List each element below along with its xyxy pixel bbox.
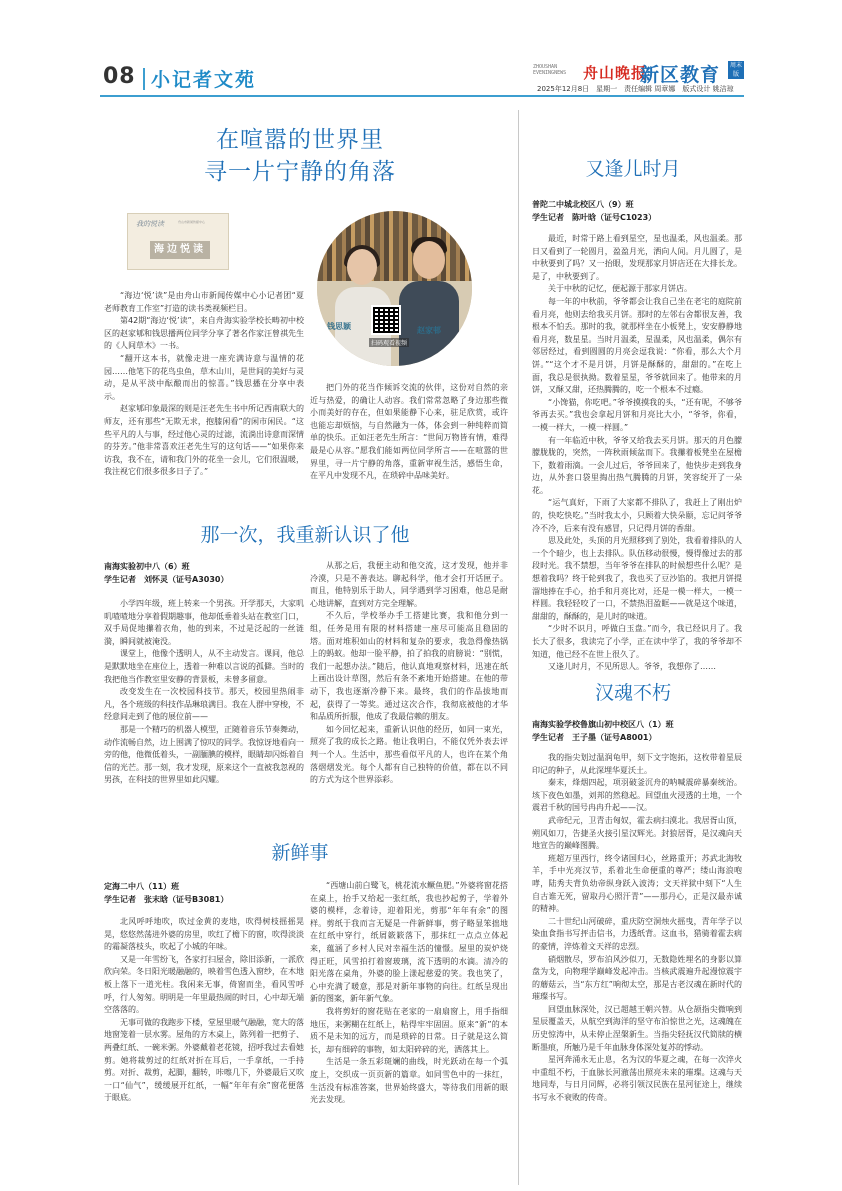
article-1-title xyxy=(100,124,500,188)
qr-caption: 扫码观看视频 xyxy=(371,340,408,347)
page-number: 08 xyxy=(103,64,136,89)
photo-name-right: 赵家邨 xyxy=(417,326,441,335)
paragraph: 课堂上，他像个透明人，从不主动发言。课间，他总是默默地坐在座位上，透着一种难以言说的孤僻。当时的我把他当作教室里安静的背景板，未曾多留意。 xyxy=(104,649,304,684)
paragraph: 那是一个精巧的机器人模型，正随着音乐节奏舞动，动作流畅自然，边上围满了惊叹的同学。我惊讶地看向一旁的他，他微低着头，一副腼腆的模样，眼睛却闪烁着自信的光芒。那一刻，我才发现，原来这个一直被我忽视的男孩，在科技的世界里如此闪耀。 xyxy=(104,724,304,785)
paragraph: 如今回忆起来，重新认识他的经历，如同一束光，照亮了我的成长之路。他让我明白，不能仅凭外表去评判一个人。生活中，那些看似平凡的人，也许在某个角落熠熠发光。每个人都有自己独特的价值，都在以不同的方式为这个世界添彩。 xyxy=(310,724,508,785)
paragraph: 硝烟散尽，罗布泊风沙似刀，无数隐姓埋名的身影以算盘为戈，向物理学巅峰发起冲击。当核武震遍升起漫惊震宇的蘑菇云，当“东方红”响彻太空，那是古老汉魂在新时代的璀璨书写。 xyxy=(532,954,742,1002)
article-3-column-2 xyxy=(310,880,508,1107)
paragraph: 最近，时常于路上看到星空，星也温柔，风也温柔。那日又看到了一轮圆月，盈盈月光，洒向人间。月儿圆了，是中秋要到了吗？又一抬眼，发现那家月饼店还在大排长龙。是了，中秋要到了。 xyxy=(532,234,742,281)
paper-name-en: ZHOUSHAN EVENINGNEWS xyxy=(533,64,567,76)
section-name: 小记者文苑 xyxy=(151,69,257,91)
article-4-reporter: 学生记者 陈叶晗（证号C1023） xyxy=(532,213,657,222)
paragraph: 秦末，烽烟四起，项羽破釜沉舟的呐喊震碎暴秦统治。垓下夜色如墨，刘邦的然稳起。回望血火浸透的土地，一个震君千秋的国号冉冉升起——汉。 xyxy=(532,778,742,813)
paragraph: 武帝纪元，卫青击匈奴，霍去病扫漠北。我居胥山顶，朔风如刀，告捷圣火接引星汉辉光。封狼居胥，是汉魂向天地宣告的巅峰图腾。 xyxy=(532,815,742,851)
paragraph: 我的指尖划过温润龟甲，刻下文字饱拓，这枚带着星辰印记的种子，从此深埋华夏沃土。 xyxy=(532,753,742,775)
article-2-title: 那一次，我重新认识了他 xyxy=(200,524,410,546)
paragraph: 又逢儿时月，不见所思人。爷爷，我想你了…… xyxy=(548,662,716,672)
banner-sub-text: 舟山市新闻传媒中心 xyxy=(178,220,206,224)
paragraph: 又是一年雪纷飞，各家打扫屋舍，除旧添新，一派欣欣向荣。冬日阳光暖融融的，映着雪色透入窗纱，在木地板上落下一道光柱。我闲来无事，倚窗而坐，看风雪呼呼，行人匆匆。明明是一年里最热闹的时日，心中却无端空落落的。 xyxy=(104,954,304,1015)
edition-name: 新区教育 xyxy=(640,64,721,86)
paragraph: “运气真好，下雨了大家都不排队了，我赶上了刚出炉的，快吃快吃。”当时我太小，只顾着大快朵颐，忘记问爷爷冷不冷，后来有没有感冒，只记得月饼的香甜。 xyxy=(532,498,742,533)
article-4-column xyxy=(532,233,742,674)
article-5-reporter: 学生记者 王子墨（证号A8001） xyxy=(532,733,657,742)
paragraph: 班超万里西行，终令诸国归心，丝路重开；苏武北海牧羊，手中光亮汉节，系着北生命便重的尊严；缕山海浪咆哮，陆秀夫背负幼帝纵身跃入波涛；文天祥狱中刻下“人生自古谁无死，留取丹心照汗青”——那丹心，正是汉最赤诚的精神。 xyxy=(532,853,742,914)
paragraph: 从那之后，我便主动和他交流，这才发现，他并非冷漠，只是不善表达。聊起科学，他才会打开话匣子。而且，他特别乐于助人，同学遇到学习困难，他总是耐心地讲解，直到对方完全理解。 xyxy=(310,561,508,608)
paragraph: 回望血脉深处，汉已超越王朝兴替。从仓颉指尖微响到星辰覆盖天，从航空到海洋的坚守布泊惊世之光，这魂魄在历史惊涛中，从未停止涅槃新生。当指尖轻抚汉代简牍的横断墨痕，所触乃是千年血脉身体深处复苏的悸动。 xyxy=(532,1004,742,1052)
page-header xyxy=(0,0,842,100)
edition-meta: 2025年12月8日 星期一 责任编辑 周章娜 版式设计 姚洁琼 xyxy=(537,85,734,93)
article-1-title-line2: 寻一片宁静的角落 xyxy=(204,159,396,185)
edition-tag: 周末版 xyxy=(729,62,742,78)
paragraph: 小学四年级，班上转来一个男孩。开学那天，大家叽叽喳喳地分享着假期趣事，他却低垂着头站在教室门口，双手局促地攥着衣角，他的到来，不过是泛起的一丝涟漪，瞬间就被淹没。 xyxy=(104,599,304,646)
banner-small-text: 我的悦读 xyxy=(136,220,164,228)
paragraph: “西塘山前白鹭飞，桃花流水鳜鱼肥。”外婆将窗花搭在桌上，抬手又给起一张红纸，我也抄起剪子，学着外婆的模样，念着诗，迎着阳光，剪那“年年有余”的图样。剪纸于我而言无疑是一件新鲜事，剪子略显笨拙地在红纸中穿行，纸屑簌簌落下，那抹红一点点立体起来，蕴涵了乡村人民对幸福生活的憧憬。屋里的炭炉烧得正旺，风雪拍打着窗玻璃，流下透明的水滴。清冷的阳光落在桌角，外婆的脸上漾起慈爱的笑。我也笑了，心中充满了暖意，那是对新年事物的向往。红纸呈现出新的图案，新年新气象。 xyxy=(310,881,508,1004)
article-2-reporter: 学生记者 刘怀灵（证号A3030） xyxy=(104,575,229,584)
student-right xyxy=(399,241,459,366)
students-photo xyxy=(317,211,472,366)
article-5-column xyxy=(532,752,742,1105)
paragraph: “翻开这本书，就像走进一座充满诗意与温情的花园……他笔下的花鸟虫鱼，草木山川，是世间的美好与灵动，是从平淡中酝酿而出的惊喜。”钱思播在分享中表示。 xyxy=(104,353,304,401)
article-5-school: 南海实验学校鲁旗山初中校区八（1）班 xyxy=(532,720,674,729)
paragraph: 每一年的中秋前，爷爷都会让我自己坐在老宅的庭院前看月亮，他则去给我买月饼。那时的左邻右舍都很友善，我根本不怕丢。那时的我，就那样坐在小板凳上，安安静静地看月亮，数星星。当时月温柔，星温柔，风也温柔，偶尔有邻居经过，看到圆圆的月亮会逗我说：“你看，那么大个月饼。”“这个才不是月饼，月饼是酥酥的，甜甜的。”在吃上面，我总是很执拗。数着星星，爷爷就回来了。他带来的月饼，又酥又甜，还热腾腾的，吃一个根本不过瘾。 xyxy=(532,296,742,395)
paragraph: “海边‘悦’读”是由舟山市新闻传媒中心小记者团“夏老师教育工作室”打造的读书类视频栏目。 xyxy=(104,291,304,313)
paragraph: 不久后，学校举办手工搭建比赛，我和他分到一组，任务是用有限的材料搭建一座尽可能高且稳固的塔。面对堆积如山的材料和复杂的要求，我急得像热锅上的蚂蚁。他却一脸平静，拍了拍我的肩膀说：“别慌，我们一起想办法。”随后，他认真地观察材料，迅速在纸上画出设计草图，然后有条不紊地开始搭建。在他的带动下，我也逐渐冷静下来。最终，我们的作品拔地而起，获得了一等奖。通过这次合作，我彻底被他的才华和品质所折服，他成了我最信赖的朋友。 xyxy=(310,611,508,722)
paragraph: 第42期“海边‘悦’读”，来自舟海实验学校长畴初中校区的赵家郇和钱思播两位同学分享了著名作家汪曾祺先生的《人间草木》一书。 xyxy=(104,316,304,351)
article-3-school: 定海二中八（11）班 xyxy=(104,882,180,891)
photo-name-left: 钱思颖 xyxy=(327,322,351,331)
article-3-reporter: 学生记者 张末晗（证号B3081） xyxy=(104,895,229,904)
article-2-column-1 xyxy=(104,598,304,787)
paragraph: 生活是一条五彩斑斓的曲线，时光跃动在每一个弧度上，交织成一页页新的篇章。如同雪色中的一抹红，生活没有标准答案，世界始终盛大，等待我们用新的眼光去发现。 xyxy=(310,1057,508,1105)
paragraph: 无事可做的我跑步下楼，堂屋里暖气融融，宽大的落地窗笼着一层水雾。屋角的方木桌上，陈列着一把剪子、两叠红纸、一碗米粥。外婆戴着老花镜，招呼我过去看她剪。她将裁剪过的红纸对折在耳后，一手拿纸，一手持剪。对折、裁剪，起脚，翻转，咔嚓几下，外婆最后又吹一口“仙气”，缓缓展开红纸，一幅“年年有余”窗花便落于眼底。 xyxy=(104,1017,304,1103)
article-1-column-2 xyxy=(310,382,508,483)
article-4-school: 普陀二中城北校区八（9）班 xyxy=(532,200,634,209)
paragraph: 我将剪好的窗花贴在老家的一扇扇窗上，用手指细地压，来粥糊在红纸上，粘得牢牢固固。原来“新”的本质不是未知的远方，而是琐碎的日常。日子就是这么简长，却有细碎的事物，如太阳碎碎的光，洒落其上。 xyxy=(310,1006,508,1054)
article-3-column-1 xyxy=(104,916,304,1105)
article-3-title: 新鲜事 xyxy=(271,842,329,864)
article-1-column-1 xyxy=(104,290,304,479)
article-5-title: 汉魂不朽 xyxy=(594,682,671,704)
paragraph: “少时不识月，呼做白玉盘。”而今，我已经识月了。我长大了很多，我读完了小学，正在读中学了，我的爷爷却不知道，他已经不在世上很久了。 xyxy=(532,624,742,659)
article-2-byline xyxy=(104,560,304,586)
qr-code-icon[interactable] xyxy=(371,305,401,335)
paragraph: 改变发生在一次校园科技节。那天，校园里热闹非凡，各个班级的科技作品琳琅满目。我在人群中穿梭，不经意间走到了他的展位前—— xyxy=(104,687,304,722)
paragraph: “小馋猫，你吃吧。”爷爷摸摸我的头，“还有呢，不够爷爷再去买。”我也会拿起月饼和月亮比大小，“爷爷，你看，一模一样大，一模一样圆。” xyxy=(532,397,742,432)
article-4-byline xyxy=(532,198,742,224)
paragraph: 关于中秋的记忆，便起源于那家月饼店。 xyxy=(548,284,692,294)
article-3-byline xyxy=(104,880,304,906)
section-divider xyxy=(143,68,145,90)
column-banner-image xyxy=(127,213,229,270)
header-rule xyxy=(100,95,744,97)
article-2-column-2 xyxy=(310,560,508,787)
article-4-title: 又逢儿时月 xyxy=(585,158,681,180)
article-2-school: 南海实验初中八（6）班 xyxy=(104,562,190,571)
paragraph: 二十世纪山河破碎，重庆防空洞烛火摇曳，青年学子以染血食指书写抨击信书，力透纸背。这血书，猎骑着霍去病的豪情，淬炼着文天祥的忠烈。 xyxy=(532,916,742,951)
paper-logo: 舟山晚报 xyxy=(583,64,648,82)
paragraph: 思及此处，头顶的月光照移到了别处，我看着排队的人一个个暗少，也上去排队。队伍移动很慢，慢得像过去的那段时光。我不禁想，当年爷爷在排队的时候想些什么呢？是想着我吗？终于轮到我了，我也买了豆沙馅的。我把月饼提溜地捧在手心，抬手和月亮比对，还是一模一样大，一模一样圆。我轻轻咬了一口，不禁热泪盈眶——就是这个味道，甜甜的，酥酥的，是儿时的味道。 xyxy=(532,536,742,621)
article-5-byline xyxy=(532,718,742,744)
paragraph: 把门外的花当作倾诉交流的伙伴，这份对自然的亲近与热爱，的确让人动容。我们常常忽略了身边那些微小而美好的存在，但如果能静下心来，驻足欣赏，或许也能忘却烦恼，与自然融为一体，体会到一种纯粹而简单的快乐。正如汪老先生所言：“世间万物皆有情，难得最是心从容。”愿我们能如两位同学所言——在喧嚣的世界里，寻一片宁静的角落，重新审视生活，感悟生命，在平凡中发现不凡，在琐碎中品味美好。 xyxy=(310,383,508,481)
paragraph: 有一年临近中秋，爷爷又给我去买月饼。那天的月色朦朦胧胧的，突然，一阵秋雨倾盆而下。我攥着板凳坐在屋檐下，数着雨滴。一会儿过后，爷爷回来了，他快步走到我身边，从外套口袋里掏出热气腾腾的月饼，笑容绽开了一朵花。 xyxy=(532,435,742,495)
article-1-title-line1: 在喧嚣的世界里 xyxy=(216,127,384,153)
paragraph: 赵家郇印象最深的则是汪老先生书中所记西南联大的师友，还有那些“无欺无求，抱膝闲看”的闲市闲民。“这些平凡的人与事，经过他心灵的过滤，流淌出诗意而深情的芬芳。”他非常喜欢汪老先生写的这句话——“如果你来访我，我不在，请和我门外的花坐一会儿，它们很温暖，我注视它们很多很多日子了。” xyxy=(104,404,304,477)
banner-main-text: 海边悦读 xyxy=(150,241,210,259)
paragraph: 北风呼呼地吹，吹过金黄的麦地，吹得树枝摇摇晃晃，悠悠然荡进外婆的房里，吹红了檐下的窗，吹得淡淡的霜凝落枝头，吹起了小城的年味。 xyxy=(104,917,304,952)
column-divider xyxy=(518,110,519,1185)
paragraph: 星河奔涌永无止息，名为汉的华夏之魂，在每一次淬火中重组不朽，于血脉长河澈荡出照亮未来的璀璨。这魂与天地同寿，与日月同辉，必将引领汉民族在星河征途上，继续书写永不衰败的传奇。 xyxy=(532,1055,742,1103)
